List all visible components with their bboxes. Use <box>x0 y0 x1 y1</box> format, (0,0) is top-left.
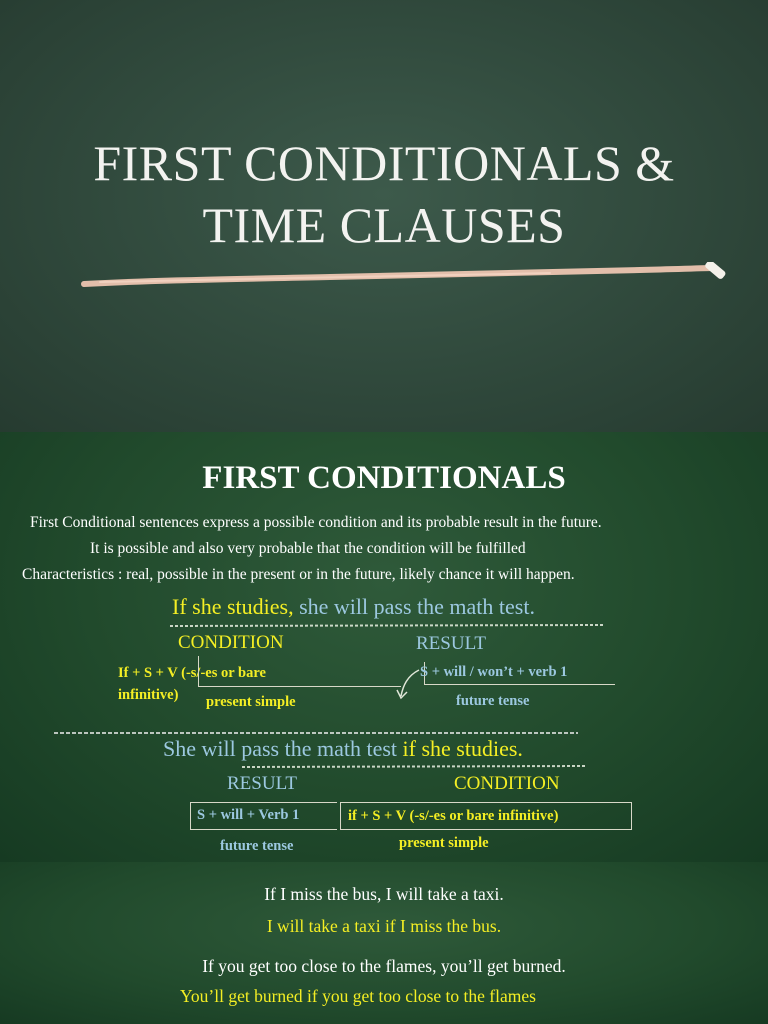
possible-prefix: It is possible and <box>90 540 195 557</box>
example-1 <box>172 594 535 620</box>
example-2-condition: if she studies. <box>402 736 523 761</box>
example-line-4: You’ll get burned if you get too close to the flames <box>180 986 536 1006</box>
condition-bracket <box>198 656 401 687</box>
result-label-2: RESULT <box>227 773 298 794</box>
intro-text: First Conditional sentences express a possible condition and its probable result in the future. <box>30 514 602 531</box>
result-label: RESULT <box>416 633 487 654</box>
condition-label: CONDITION <box>178 632 284 653</box>
example-2-underline <box>240 763 590 771</box>
example-2 <box>163 736 523 762</box>
title-slide <box>0 0 768 432</box>
slide-title <box>0 132 768 256</box>
possible-text <box>90 540 526 558</box>
if-formula-line-1: If + S + V (-s/-es or bare <box>118 665 266 681</box>
first-conditionals-slide <box>0 432 768 862</box>
future-tense-label: future tense <box>456 693 530 709</box>
arrow-icon <box>395 668 425 702</box>
title-line-1: FIRST CONDITIONALS & <box>93 135 675 191</box>
future-tense-label-2: future tense <box>220 838 294 854</box>
will-formula: S + will / won’t + verb 1 <box>420 664 568 680</box>
example-1-underline <box>168 622 608 630</box>
title-line-2: TIME CLAUSES <box>202 197 566 253</box>
chalk-underline <box>80 262 730 292</box>
slide-heading: FIRST CONDITIONALS <box>202 460 566 496</box>
condition-label-2: CONDITION <box>454 773 560 794</box>
characteristics-text: Characteristics : real, possible in the present or in the future, likely chance it will happen. <box>22 566 575 583</box>
present-simple-label: present simple <box>206 694 296 710</box>
example-line-1: If I miss the bus, I will take a taxi. <box>264 884 504 904</box>
example-1-condition: If she studies, <box>172 594 294 619</box>
example-2-result: She will pass the math test <box>163 736 403 761</box>
will-formula-2: S + will + Verb 1 <box>197 807 300 823</box>
example-1-result: she will pass the math test. <box>293 594 535 619</box>
present-simple-label-2: present simple <box>399 835 489 851</box>
possible-rest: also very probable that the condition will be fulfilled <box>194 540 526 557</box>
if-formula-2: if + S + V (-s/-es or bare infinitive) <box>348 808 559 824</box>
example-line-3: If you get too close to the flames, you’ll get burned. <box>202 956 566 976</box>
if-formula-line-2: infinitive) <box>118 687 179 703</box>
example-line-2: I will take a taxi if I miss the bus. <box>266 916 502 936</box>
examples-slide <box>0 862 768 1024</box>
